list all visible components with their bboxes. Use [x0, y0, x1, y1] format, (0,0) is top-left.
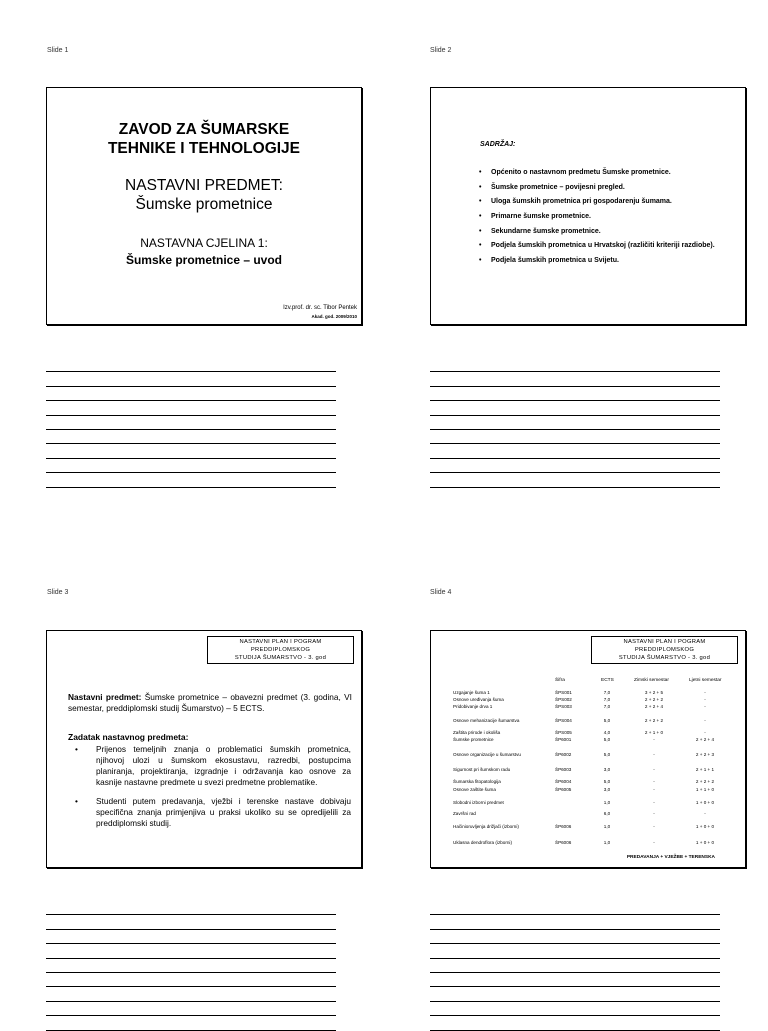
cell-code: ŠPS003 [555, 704, 572, 709]
cell-ects: 6,0 [603, 811, 611, 816]
cell-winter: - [653, 752, 655, 757]
note-line [430, 473, 720, 487]
cell-winter: - [653, 737, 655, 742]
column-header-ects: ECTS [601, 678, 614, 683]
note-line [430, 430, 720, 444]
note-line [430, 944, 720, 958]
cell-code: ŠP6001 [555, 737, 572, 742]
note-line [430, 1016, 720, 1030]
list-item: • Uloga šumskih prometnica pri gospodarenju šumama. [479, 198, 672, 206]
slide-label-2: Slide 2 [430, 47, 452, 54]
cell-winter: - [653, 840, 655, 845]
note-line [46, 973, 336, 987]
slide-2-contents [430, 87, 746, 325]
note-line [430, 358, 720, 372]
curriculum-table [431, 631, 745, 867]
note-line [430, 901, 720, 915]
header-line-1: NASTAVNI PLAN I POGRAM PREDDIPLOMSKOG [623, 639, 706, 653]
cell-ects: 1,0 [603, 824, 611, 829]
list-item: • Općenito o nastavnom predmetu Šumske prometnice. [479, 169, 671, 176]
list-item: • Podjela šumskih prometnica u Svijetu. [479, 257, 619, 265]
note-line [46, 444, 336, 458]
cell-code: ŠP6003 [555, 767, 572, 772]
notes-lines-3 [46, 901, 336, 1031]
note-line [430, 459, 720, 473]
note-line [430, 987, 720, 1001]
list-item: • Šumske prometnice – povijesni pregled. [479, 183, 625, 191]
note-line [46, 1016, 336, 1030]
slide-label-4: Slide 4 [430, 589, 452, 596]
cell-winter: - [653, 824, 655, 829]
cell-summer: - [704, 730, 706, 735]
cell-name: Hačinioruvljenja drižjači (izborni) [453, 824, 519, 829]
tasks-list [75, 744, 351, 837]
note-line [46, 901, 336, 915]
subject-line-1: NASTAVNI PREDMET: [125, 177, 283, 194]
cell-winter: - [653, 767, 655, 772]
title-line-2: TEHNIKE I TEHNOLOGIJE [107, 140, 301, 157]
cell-winter: - [653, 811, 655, 816]
cell-ects: 4,0 [603, 730, 611, 735]
tasks-heading: Zadatak nastavnog predmeta: [68, 732, 189, 742]
note-line [430, 930, 720, 944]
cell-winter: 2 + 2 + 2 [644, 697, 664, 702]
unit-block [47, 235, 361, 269]
subject-block [47, 176, 361, 214]
note-line [46, 930, 336, 944]
note-line [430, 372, 720, 386]
list-item: • Studenti putem predavanja, vježbi i terenske nastave dobivaju specifična znanja primjenjiva u praksi ukoliko su se opredijelili za preddiplomski studij. [75, 796, 351, 828]
table-row [431, 787, 745, 793]
table-row [431, 824, 745, 830]
cell-summer: - [704, 690, 706, 695]
cell-name: Zaštita prirode i okoliša [453, 730, 501, 735]
institute-title [47, 120, 361, 158]
cell-name: Šumarska fitopatologija [453, 779, 501, 784]
cell-name: Osnove mehanizacije šumarstva [453, 718, 520, 723]
note-line [46, 358, 336, 372]
cell-ects: 5,0 [603, 779, 611, 784]
note-line [46, 401, 336, 415]
cell-code: ŠP6002 [555, 752, 572, 757]
table-row [431, 752, 745, 758]
cell-summer: 2 + 2 + 2 [695, 779, 715, 784]
table-row [431, 718, 745, 724]
table-row [431, 840, 745, 846]
cell-summer: 1 + 1 + 0 [695, 787, 715, 792]
note-line [46, 1002, 336, 1016]
cell-summer: 2 + 1 + 1 [695, 767, 715, 772]
list-item: • Primarne šumske prometnice. [479, 213, 591, 221]
cell-summer: - [704, 811, 706, 816]
note-line [430, 1002, 720, 1016]
table-row [431, 800, 745, 806]
cell-winter: 2 + 2 + 2 [644, 718, 664, 723]
cell-winter: - [653, 779, 655, 784]
cell-name: Šumske prometnice [453, 737, 494, 742]
cell-winter: 3 + 2 + 5 [644, 690, 664, 695]
cell-summer: - [704, 704, 706, 709]
course-label: Nastavni predmet: [68, 692, 142, 702]
cell-name: Uzgajanje šuma 1 [453, 690, 490, 695]
cell-summer: - [704, 697, 706, 702]
column-header-code: Šifra [555, 678, 565, 683]
slide-label-3: Slide 3 [47, 589, 69, 596]
cell-summer: 2 + 2 + 3 [695, 752, 715, 757]
note-line [430, 915, 720, 929]
note-line [430, 444, 720, 458]
cell-summer: 2 + 2 + 4 [695, 737, 715, 742]
header-line-2: STUDIJA ŠUMARSTVO - 3. god [234, 655, 327, 661]
list-item: • Podjela šumskih prometnica u Hrvatskoj (različiti kriteriji razdiobe). [479, 242, 715, 250]
note-line [46, 473, 336, 487]
unit-line-1: NASTAVNA CJELINA 1: [140, 236, 268, 250]
cell-name: Pridobivanje drva 1 [453, 704, 493, 709]
cell-name: Osnove organizacije u šumarstvu [453, 752, 521, 757]
slide-1-title [46, 87, 362, 325]
cell-ects: 5,0 [603, 752, 611, 757]
notes-lines-1 [46, 358, 336, 488]
cell-ects: 1,0 [603, 800, 611, 805]
note-line [430, 416, 720, 430]
cell-summer: 1 + 0 + 0 [695, 800, 715, 805]
cell-ects: 5,0 [603, 737, 611, 742]
notes-lines-2 [430, 358, 720, 488]
cell-code: ŠPS004 [555, 718, 572, 723]
table-row [431, 779, 745, 785]
list-item: • Prijenos temeljnih znanja o problematici šumskih prometnica, njihovoj ulozi u šumskom ekosustavu, razredbi, postupcima planiranja, projektiranja, izgradnje i održavanja kao osnove za kasnije nastavne predmete u svezi predmetne problematike. [75, 744, 351, 787]
header-line-2: STUDIJA ŠUMARSTVO - 3. god [618, 655, 711, 661]
table-row [431, 767, 745, 773]
cell-code: ŠPS002 [555, 697, 572, 702]
note-line [46, 459, 336, 473]
column-header-winter: Zimski semestar [634, 678, 669, 683]
table-row [431, 737, 745, 743]
table-row [431, 704, 745, 710]
cell-name: Osnove uređivanja šuma [453, 697, 504, 702]
cell-ects: 7,0 [603, 704, 611, 709]
notes-lines-4 [430, 901, 720, 1031]
cell-ects: 7,0 [603, 697, 611, 702]
cell-summer: 1 + 0 + 0 [695, 840, 715, 845]
note-line [46, 430, 336, 444]
cell-winter: - [653, 800, 655, 805]
note-line [46, 959, 336, 973]
column-header-summer: Ljetni semestar [689, 678, 722, 683]
note-line [46, 416, 336, 430]
course-description [68, 692, 352, 714]
program-header [207, 636, 354, 664]
cell-ects: 3,0 [603, 787, 611, 792]
author: Izv.prof. dr. sc. Tibor Pentek [283, 305, 357, 311]
note-line [430, 387, 720, 401]
note-line [46, 372, 336, 386]
table-row [431, 690, 745, 696]
note-line [430, 973, 720, 987]
note-line [46, 987, 336, 1001]
contents-heading: SADRŽAJ: [480, 141, 516, 148]
contents-list [479, 169, 719, 272]
course-text: Šumske prometnice – obavezni predmet (3. godina, VI semestar, preddiplomski studij Šumarstvo) – 5 ECTS. [68, 692, 352, 713]
cell-summer: 1 + 0 + 0 [695, 824, 715, 829]
cell-ects: 7,0 [603, 690, 611, 695]
note-line [46, 387, 336, 401]
table-footer: PREDAVANJA + VJEŽBE + TERENSKA [626, 855, 715, 860]
table-row [431, 697, 745, 703]
cell-ects: 1,0 [603, 840, 611, 845]
note-line [46, 944, 336, 958]
cell-winter: - [653, 787, 655, 792]
cell-ects: 5,0 [603, 718, 611, 723]
cell-code: ŠP6005 [555, 787, 572, 792]
cell-code: ŠP6004 [555, 779, 572, 784]
cell-name: Slobodni izborni predmet [453, 800, 504, 805]
slide-3-course [46, 630, 362, 868]
table-row [431, 811, 745, 817]
cell-name: Završni rad [453, 811, 476, 816]
cell-winter: 2 + 1 + 0 [644, 730, 664, 735]
slide-4-curriculum [430, 630, 746, 868]
title-line-1: ZAVOD ZA ŠUMARSKE [118, 121, 290, 138]
cell-name: Uklasna dendroflora (izborni) [453, 840, 512, 845]
cell-summer: - [704, 718, 706, 723]
note-line [46, 915, 336, 929]
cell-code: ŠPS001 [555, 690, 572, 695]
note-line [430, 959, 720, 973]
cell-code: ŠPS005 [555, 730, 572, 735]
cell-name: Osnove zaštite šuma [453, 787, 496, 792]
header-line-1: NASTAVNI PLAN I POGRAM PREDDIPLOMSKOG [239, 639, 322, 653]
slide-label-1: Slide 1 [47, 47, 69, 54]
subject-line-2: Šumske prometnice [135, 196, 273, 213]
cell-winter: 2 + 2 + 4 [644, 704, 664, 709]
note-line [430, 401, 720, 415]
academic-year: Akad. god. 2009/2010 [311, 314, 357, 319]
unit-line-2: Šumske prometnice – uvod [125, 253, 283, 267]
cell-ects: 3,0 [603, 767, 611, 772]
list-item: • Sekundarne šumske prometnice. [479, 227, 601, 235]
cell-code: ŠP6006 [555, 840, 572, 845]
cell-name: Sigurnost pri šumskom radu [453, 767, 511, 772]
table-row [431, 730, 745, 736]
cell-code: ŠP6006 [555, 824, 572, 829]
